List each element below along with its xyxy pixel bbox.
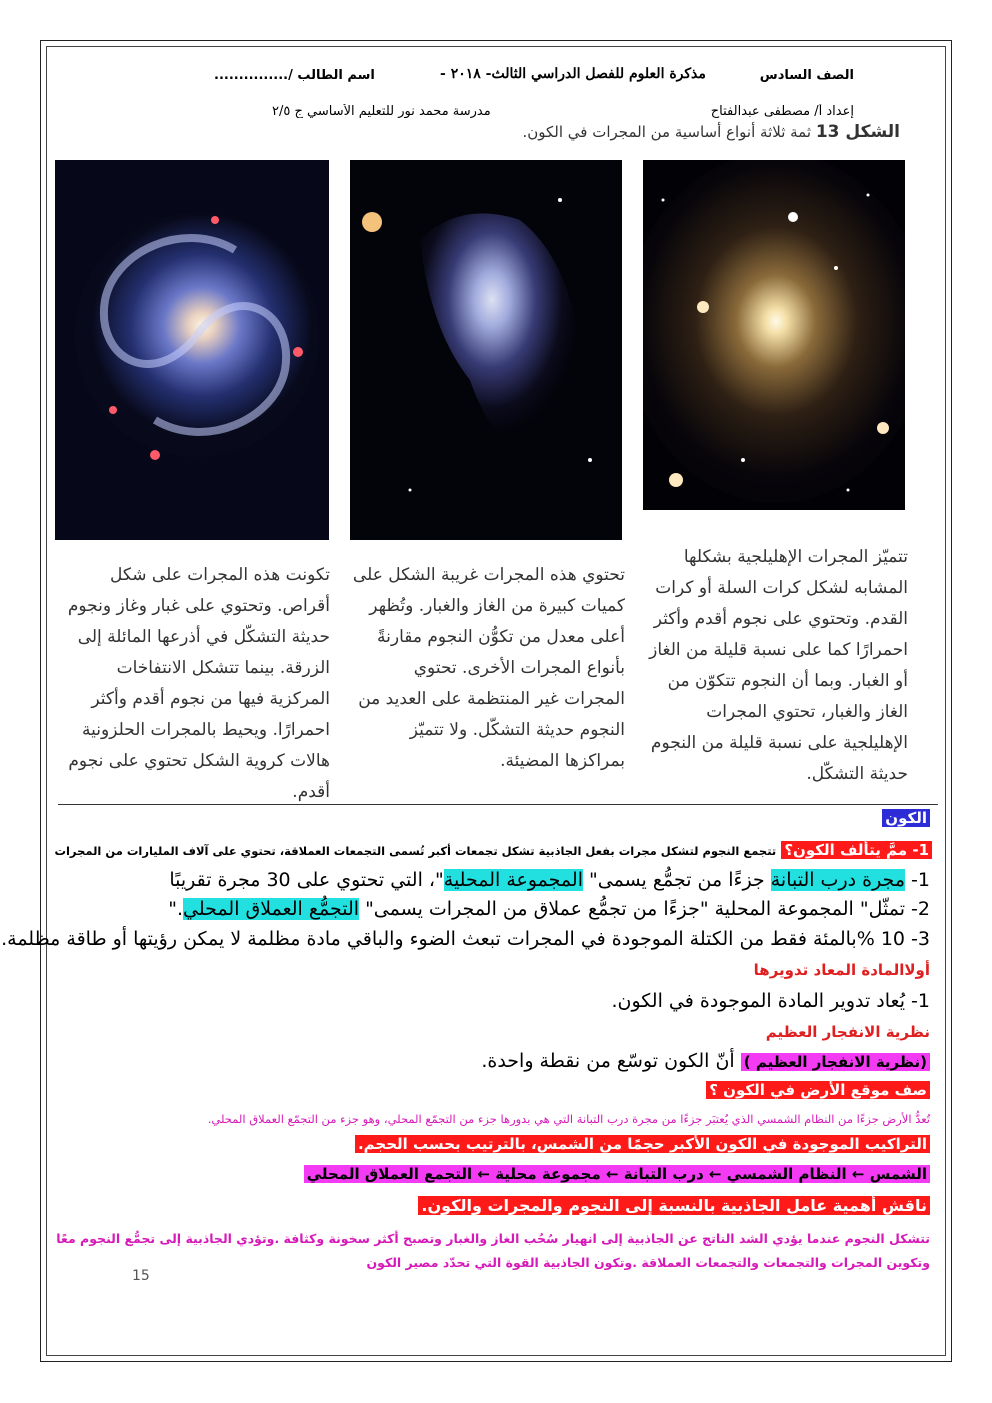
elliptical-galaxy-image bbox=[643, 160, 905, 510]
irregular-galaxy-description: تحتوي هذه المجرات غريبة الشكل على كميات كبيرة من الغاز والغبار. وتُظهر أعلى معدل من تكوُّن النجوم مقارنةً بأنواع المجرات الأخرى. تحتوي المجرات غير المنتظمة على العديد من النجوم حديثة التشكّل. ولا تتميّز بمراكزها المضيئة. bbox=[352, 565, 625, 771]
bigbang-line: (نظرية الانفجار العظيم ) أنّ الكون توسّع من نقطة واحدة. bbox=[481, 1050, 930, 1072]
figure-label: الشكل 13 bbox=[815, 122, 900, 142]
bigbang-heading: نظرية الانفجار العظيم bbox=[765, 1023, 930, 1041]
bigbang-highlight: (نظرية الانفجار العظيم ) bbox=[741, 1053, 930, 1071]
page-number: 15 bbox=[132, 1268, 150, 1284]
q1-label: 1- ممَّ يتألف الكون؟ bbox=[781, 841, 932, 859]
recycle-item: 1- يُعاد تدوير المادة الموجودة في الكون. bbox=[611, 990, 930, 1012]
item-2: 2- تمثّل" المجموعة المحلية "جزءًا من تجمُّع عملاق من المجرات يسمى" التجمُّع العملاق المحلي." bbox=[168, 898, 930, 920]
q1-row bbox=[54, 840, 932, 859]
gravity-answer-line-2: وتكوين المجرات والتجمعات والتجمعات العملاقة .وتكون الجاذبية القوة التي تحدّد مصير الكون bbox=[366, 1255, 930, 1270]
universe-heading: الكون bbox=[882, 808, 930, 827]
gravity-answer-line-1: تتشكل النجوم عندما يؤدي الشد الناتج عن الجاذبية إلى انهيار سُحُب الغاز والغبار وتصبح أكثر سخونة وكثافة .وتؤدي الجاذبية إلى تجمُّع النجوم معًا bbox=[56, 1231, 930, 1246]
irregular-galaxy-image bbox=[350, 160, 622, 540]
item-3: 3- 10 %بالمئة فقط من الكتلة الموجودة في المجرات تبعث الضوء والباقي مادة مظلمة لا يمكن رؤيتها أو طاقة مظلمة. bbox=[1, 928, 930, 950]
order-question: التراكيب الموجودة في الكون الأكبر حجمًا من الشمس، بالترتيب بحسب الحجم. bbox=[355, 1134, 930, 1153]
school-name: مدرسة محمد نور للتعليم الأساسي ج ٢/٥ bbox=[272, 104, 491, 118]
figure-caption bbox=[260, 122, 900, 142]
milky-way-highlight: مجرة درب التبانة bbox=[770, 869, 905, 891]
elliptical-galaxy-description: تتميّز المجرات الإهليلجية بشكلها المشابه لشكل كرات السلة أو كرات القدم. وتحتوي على نجوم أقدم وأكثر احمرارًا كما على نسبة قليلة من الغاز أو الغبار. وبما أن النجوم تتكوّن من الغاز والغبار، تحتوي المجرات الإهليلجية على نسبة قليلة من النجوم حديثة التشكّل. bbox=[649, 547, 908, 784]
recycle-heading: أولاالمادة المعاد تدويرها bbox=[753, 961, 930, 979]
local-supercluster-highlight: التجمُّع العملاق المحلي bbox=[183, 898, 360, 920]
student-name-field: اسم الطالب /............... bbox=[214, 68, 375, 83]
earth-answer: تُعدُّ الأرض جزءًا من النظام الشمسي الذي يُعتبَر جزءًا من مجرة درب التبانة التي هي بدورها جزء من التجمّع المحلي، وهو جزء من التجمّع العملاق المحلي. bbox=[207, 1112, 930, 1126]
gravity-question: ناقش أهمية عامل الجاذبية بالنسبة إلى النجوم والمجرات والكون. bbox=[418, 1196, 930, 1215]
spiral-galaxy-image bbox=[55, 160, 329, 540]
earth-question: صف موقع الأرض في الكون ؟ bbox=[706, 1080, 930, 1099]
doc-title: - مذكرة العلوم للفصل الدراسي الثالث- ٢٠١٨ bbox=[440, 66, 706, 82]
item-1: 1- مجرة درب التبانة جزءًا من تجمُّع يسمى" المجموعة المحلية"، التي تحتوي على 30 مجرة تقريبًا bbox=[169, 869, 930, 891]
prepared-by: إعداد أ/ مصطفى عبدالفتاح bbox=[710, 104, 854, 118]
spiral-galaxy-description: تكونت هذه المجرات على شكل أقراص. وتحتوي على غبار وغاز ونجوم حديثة التشكّل في أذرعها المائلة إلى الزرقة. بينما تتشكل الانتفاخات المركزية فيها من نجوم أقدم وأكثر احمرارًا. ويحيط بالمجرات الحلزونية هالات كروية الشكل تحتوي على نجوم أقدم. bbox=[67, 565, 330, 802]
q1-answer: تتجمع النجوم لتشكل مجرات بفعل الجاذبية تشكل تجمعات أكبر تُسمى التجمعات العملاقة، تحتوي على آلاف المليارات من المجرات bbox=[54, 844, 777, 858]
local-group-highlight: المجموعة المحلية bbox=[443, 869, 583, 891]
section-divider bbox=[58, 804, 938, 805]
grade-label: الصف السادس bbox=[759, 68, 854, 83]
figure-caption-text: ثمة ثلاثة أنواع أساسية من المجرات في الكون. bbox=[522, 123, 812, 141]
order-answer: الشمس ← النظام الشمسي ← درب التبانة ← مجموعة محلية ← التجمع العملاق المحلي bbox=[304, 1164, 930, 1183]
